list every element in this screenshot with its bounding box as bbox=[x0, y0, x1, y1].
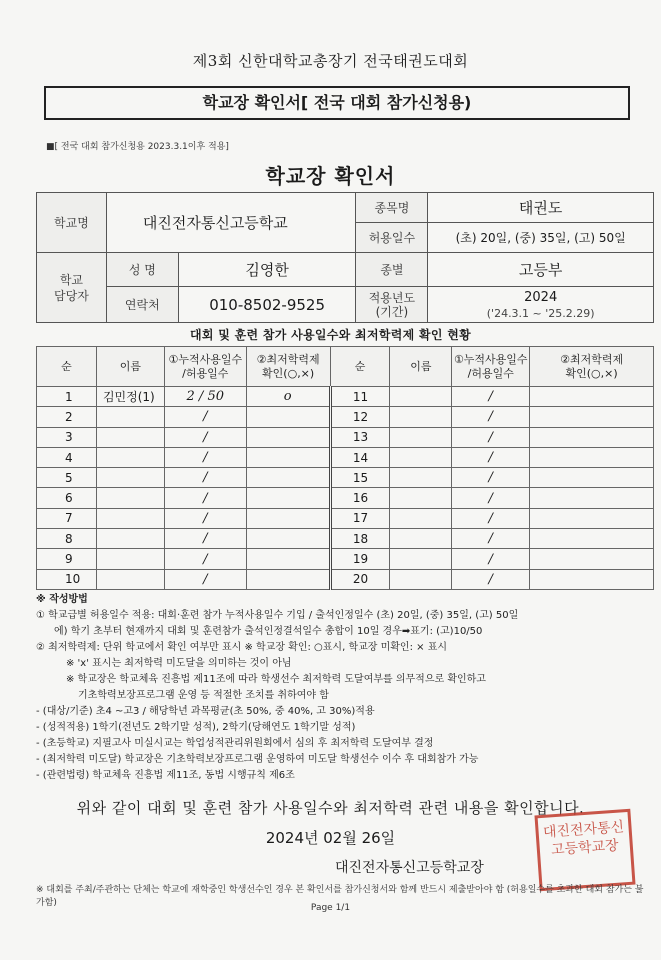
row-name bbox=[96, 529, 164, 549]
row-check bbox=[246, 427, 330, 447]
row-days: / bbox=[452, 569, 530, 589]
method-line: - (최저학력 미도달) 학교장은 기초학력보장프로그램 운영하여 미도달 학생선수 이수 후 대회참가 가능 bbox=[36, 754, 479, 765]
manager-name: 김영한 bbox=[178, 253, 356, 287]
row-number: 16 bbox=[330, 488, 390, 508]
row-number: 1 bbox=[37, 387, 97, 407]
row-check bbox=[246, 529, 330, 549]
row-name bbox=[390, 387, 452, 407]
row-check bbox=[246, 407, 330, 427]
application-note: ■[ 전국 대회 참가신청용 2023.3.1이후 적용] bbox=[46, 142, 229, 152]
row-days: / bbox=[452, 427, 530, 447]
method-line: 에) 학기 초부터 현재까지 대회 및 훈련참가 출석인정결석일수 총합이 10일 경우➡표기: (고)10/50 bbox=[54, 626, 483, 637]
col-check-left: ②최저학력제 확인(○,×) bbox=[246, 347, 330, 387]
row-check bbox=[530, 488, 654, 508]
row-name bbox=[96, 447, 164, 467]
method-line: ① 학교급별 허용일수 적용: 대회·훈련 참가 누적사용일수 기입 / 출석인정일수 (초) 20일, (중) 35일, (고) 50일 bbox=[36, 610, 519, 621]
page-number: Page 1/1 bbox=[310, 903, 351, 913]
row-days: / bbox=[452, 549, 530, 569]
row-check bbox=[530, 447, 654, 467]
school-name: 대진전자통신고등학교 bbox=[106, 193, 356, 253]
row-number: 11 bbox=[330, 387, 390, 407]
row-days: / bbox=[164, 549, 246, 569]
row-name bbox=[96, 508, 164, 528]
method-line: - (대상/기준) 초4 ~고3 / 해당학년 과목평균(초 50%, 중 40%, 고 30%)적용 bbox=[36, 706, 375, 717]
row-check bbox=[246, 549, 330, 569]
row-days: / bbox=[452, 508, 530, 528]
row-check bbox=[530, 508, 654, 528]
col-days-right: ①누적사용일수 /허용일수 bbox=[452, 347, 530, 387]
row-check bbox=[246, 488, 330, 508]
method-line: ② 최저학력제: 단위 학교에서 확인 여부만 표시 ※ 학교장 확인: ○표시, 학교장 미확인: × 표시 bbox=[36, 642, 448, 653]
row-check bbox=[530, 407, 654, 427]
school-label: 학교명 bbox=[37, 193, 107, 253]
manager-label: 학교 담당자 bbox=[37, 253, 107, 323]
row-check bbox=[530, 569, 654, 589]
category-value: 고등부 bbox=[428, 253, 654, 287]
row-name bbox=[390, 427, 452, 447]
row-name bbox=[96, 468, 164, 488]
row-days: / bbox=[452, 387, 530, 407]
col-name-left: 이름 bbox=[96, 347, 164, 387]
row-check bbox=[246, 447, 330, 467]
table-row bbox=[37, 447, 654, 467]
row-name bbox=[96, 407, 164, 427]
row-number: 9 bbox=[37, 549, 97, 569]
row-number: 7 bbox=[37, 508, 97, 528]
row-name bbox=[390, 407, 452, 427]
row-number: 13 bbox=[330, 427, 390, 447]
official-seal bbox=[534, 809, 635, 892]
row-check bbox=[530, 468, 654, 488]
section-title: 대회 및 훈련 참가 사용일수와 최저학력제 확인 현황 bbox=[189, 328, 472, 342]
seal-text: 대진전자통신고등학교장 bbox=[542, 819, 625, 859]
row-name bbox=[390, 447, 452, 467]
year-period: ('24.3.1 ~ '25.2.29) bbox=[486, 306, 595, 320]
table-row bbox=[37, 468, 654, 488]
col-check-right: ②최저학력제 확인(○,×) bbox=[530, 347, 654, 387]
table-row bbox=[37, 488, 654, 508]
sport-value: 태권도 bbox=[428, 193, 654, 223]
row-check bbox=[530, 387, 654, 407]
table-row bbox=[37, 529, 654, 549]
row-days: / bbox=[164, 407, 246, 427]
table-row bbox=[37, 407, 654, 427]
year-cell bbox=[428, 287, 654, 323]
row-number: 6 bbox=[37, 488, 97, 508]
document-title: 학교장 확인서[ 전국 대회 참가신청용) bbox=[44, 86, 630, 120]
issue-date: 2024년 02월 26일 bbox=[265, 829, 396, 847]
table-row bbox=[37, 427, 654, 447]
writing-method bbox=[36, 592, 636, 784]
row-days: 2 / 50 bbox=[164, 387, 246, 407]
col-no-right: 순 bbox=[330, 347, 390, 387]
col-no-left: 순 bbox=[37, 347, 97, 387]
row-name bbox=[390, 569, 452, 589]
row-name bbox=[390, 529, 452, 549]
method-line: ※ 학교장은 학교체육 진흥법 제11조에 따라 학생선수 최저학력 도달여부를 의무적으로 확인하고 bbox=[66, 674, 486, 685]
row-number: 10 bbox=[37, 569, 97, 589]
table-row bbox=[37, 569, 654, 589]
row-check bbox=[246, 508, 330, 528]
row-check bbox=[530, 427, 654, 447]
col-days-left: ①누적사용일수 /허용일수 bbox=[164, 347, 246, 387]
footnote: ※ 대회를 주최/주관하는 단체는 학교에 재학중인 학생선수인 경우 본 확인서를 참가신청서와 함께 반드시 제출받아야 함 (허용일수를 초과한 대회 참가는 불가함) bbox=[36, 885, 644, 908]
row-number: 17 bbox=[330, 508, 390, 528]
row-days: / bbox=[164, 488, 246, 508]
year-label: 적용년도 (기간) bbox=[356, 287, 428, 323]
signer-name: 대진전자통신고등학교장 bbox=[335, 860, 484, 876]
row-name bbox=[390, 488, 452, 508]
row-number: 12 bbox=[330, 407, 390, 427]
method-line: 기초학력보장프로그램 운영 등 적절한 조치를 취하여야 함 bbox=[78, 690, 329, 701]
row-name bbox=[390, 468, 452, 488]
row-number: 18 bbox=[330, 529, 390, 549]
row-days: / bbox=[164, 447, 246, 467]
row-days: / bbox=[452, 468, 530, 488]
row-number: 3 bbox=[37, 427, 97, 447]
row-days: / bbox=[164, 508, 246, 528]
method-line: ※ 'x' 표시는 최저학력 미도달을 의미하는 것이 아님 bbox=[66, 658, 292, 669]
row-number: 14 bbox=[330, 447, 390, 467]
row-name bbox=[390, 508, 452, 528]
method-line: - (초등학교) 지필고사 미실시교는 학업성적관리위원회에서 심의 후 최저학력 도달여부 결정 bbox=[36, 738, 434, 749]
row-number: 19 bbox=[330, 549, 390, 569]
confirm-statement: 위와 같이 대회 및 훈련 참가 사용일수와 최저학력 관련 내용을 확인합니다. bbox=[76, 799, 585, 817]
row-name bbox=[96, 427, 164, 447]
row-number: 4 bbox=[37, 447, 97, 467]
method-line: - (관련법령) 학교체육 진흥법 제11조, 동법 시행규칙 제6조 bbox=[36, 770, 295, 781]
row-name bbox=[96, 569, 164, 589]
row-days: / bbox=[164, 427, 246, 447]
row-check bbox=[530, 529, 654, 549]
row-days: / bbox=[452, 529, 530, 549]
year-value: 2024 bbox=[524, 289, 558, 305]
row-number: 5 bbox=[37, 468, 97, 488]
row-name bbox=[96, 488, 164, 508]
method-line: - (성적적용) 1학기(전년도 2학기말 성적), 2학기(당해연도 1학기말 성적) bbox=[36, 722, 356, 733]
info-table bbox=[36, 192, 654, 323]
row-name: 김민정(1) bbox=[96, 387, 164, 407]
event-title: 제3회 신한대학교총장기 전국태권도대회 bbox=[192, 52, 469, 70]
row-check bbox=[530, 549, 654, 569]
form-title: 학교장 확인서 bbox=[265, 164, 396, 188]
table-row bbox=[37, 387, 654, 407]
row-number: 2 bbox=[37, 407, 97, 427]
sport-label: 종목명 bbox=[356, 193, 428, 223]
row-days: / bbox=[452, 407, 530, 427]
method-heading: ※ 작성방법 bbox=[36, 594, 88, 605]
row-check bbox=[246, 468, 330, 488]
name-label: 성 명 bbox=[106, 253, 178, 287]
table-row bbox=[37, 549, 654, 569]
row-days: / bbox=[164, 468, 246, 488]
row-days: / bbox=[164, 569, 246, 589]
row-check: o bbox=[246, 387, 330, 407]
row-number: 15 bbox=[330, 468, 390, 488]
row-number: 20 bbox=[330, 569, 390, 589]
row-number: 8 bbox=[37, 529, 97, 549]
allowed-days-label: 허용일수 bbox=[356, 223, 428, 253]
allowed-days-value: (초) 20일, (중) 35일, (고) 50일 bbox=[428, 223, 654, 253]
row-check bbox=[246, 569, 330, 589]
row-days: / bbox=[164, 529, 246, 549]
contact-value: 010-8502-9525 bbox=[178, 287, 356, 323]
row-name bbox=[390, 549, 452, 569]
table-row bbox=[37, 508, 654, 528]
row-name bbox=[96, 549, 164, 569]
contact-label: 연락처 bbox=[106, 287, 178, 323]
category-label: 종별 bbox=[356, 253, 428, 287]
col-name-right: 이름 bbox=[390, 347, 452, 387]
row-days: / bbox=[452, 488, 530, 508]
row-days: / bbox=[452, 447, 530, 467]
status-table bbox=[36, 346, 654, 590]
